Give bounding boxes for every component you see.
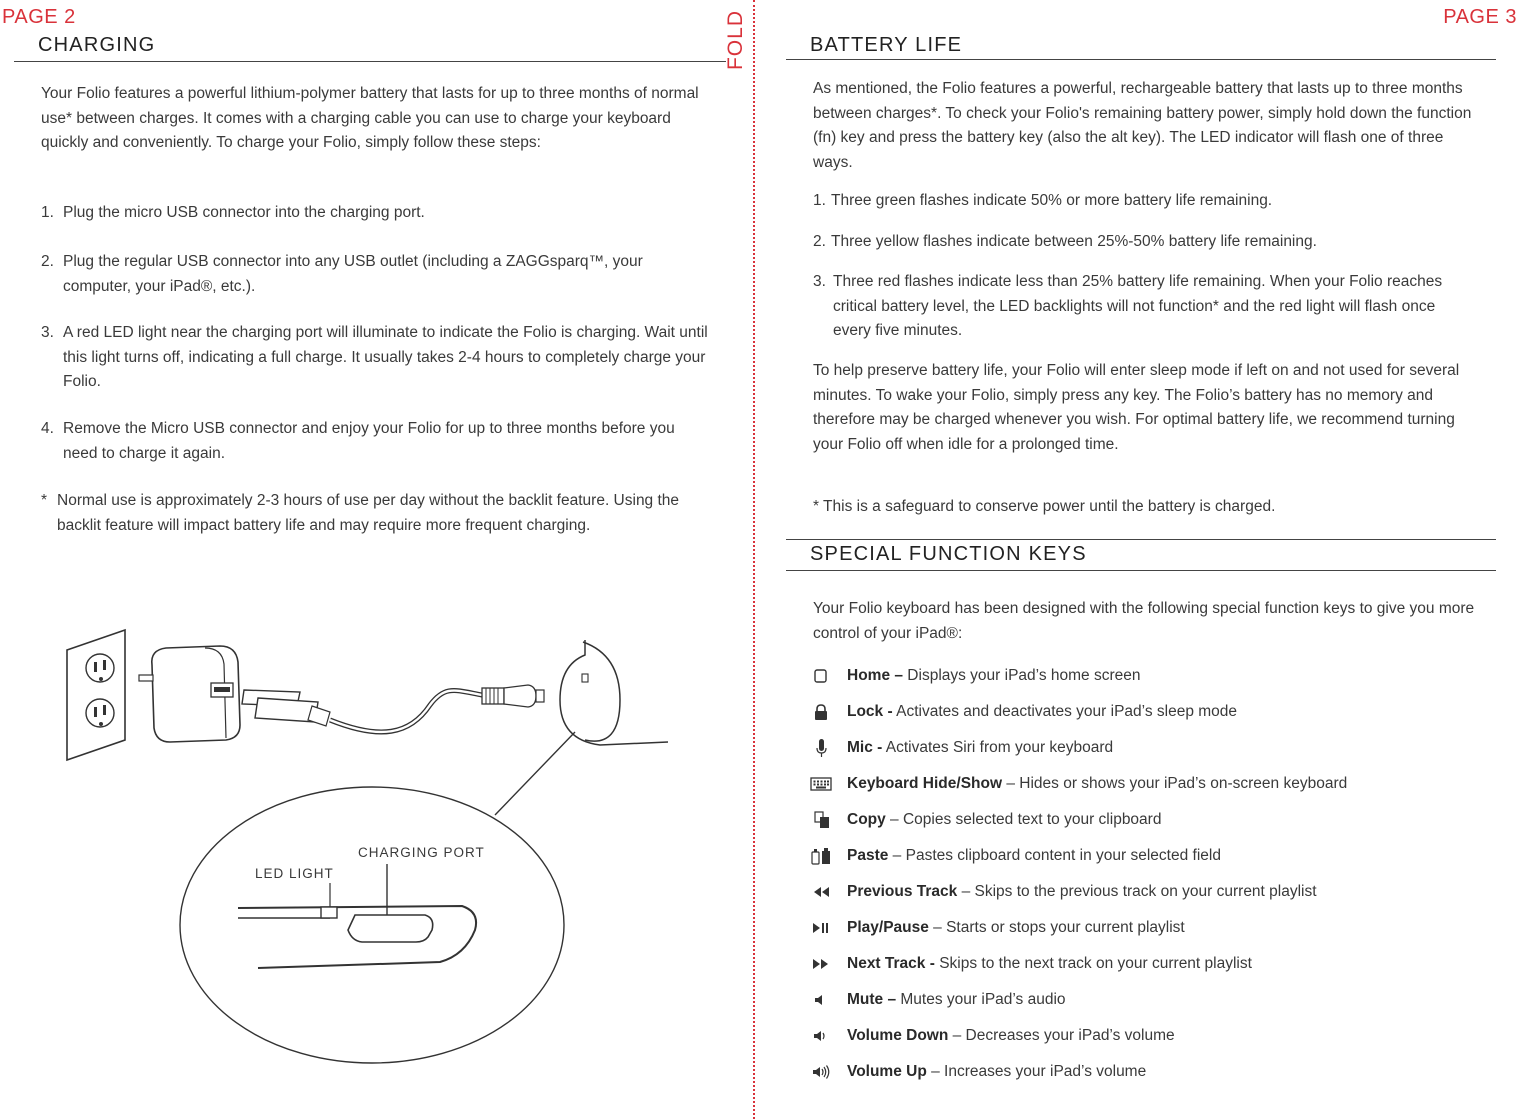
key-description: Activates and deactivates your iPad’s sleep mode — [892, 703, 1238, 720]
key-name: Keyboard Hide/Show — [847, 775, 1003, 792]
step-number: 3. — [813, 273, 826, 290]
step-number: 3. — [41, 324, 54, 341]
step-text: Three red flashes indicate less than 25% battery life remaining. When your Folio reaches critical battery level, the LED backlights will not function* and the red light will flash once every five minutes. — [833, 273, 1443, 340]
mute-icon — [810, 991, 832, 1009]
charging-intro: Your Folio features a powerful lithium-polymer battery that lasts for up to three months of normal use* between charges. It comes with a charging cable you can use to charge your keyboard quickly and conveniently. To charge your Folio, simply follow these steps: — [41, 85, 699, 152]
key-name: Volume Down — [847, 1027, 949, 1044]
step-text: Plug the micro USB connector into the charging port. — [63, 204, 425, 221]
key-description: – Increases your iPad’s volume — [926, 1063, 1147, 1080]
charging-step-1 — [41, 201, 701, 226]
step-number: 1. — [813, 192, 826, 209]
copy-key-icon — [810, 811, 832, 829]
step-text: A red LED light near the charging port will illuminate to indicate the Folio is charging. Wait until this light turns off, indicating a full charge. It usually takes 2-4 hours to completely charge your Folio. — [63, 324, 708, 391]
key-name: Play/Pause — [847, 919, 929, 936]
key-description: – Hides or shows your iPad’s on-screen keyboard — [1002, 775, 1348, 792]
led-light-indicator — [321, 907, 337, 918]
home-key-icon — [810, 667, 832, 685]
step-number: 2. — [813, 233, 826, 250]
fold-label: FOLD — [724, 10, 747, 71]
charging-step-4 — [41, 417, 691, 466]
step-text: Three yellow flashes indicate between 25%-50% battery life remaining. — [831, 233, 1317, 250]
step-number: 2. — [41, 253, 54, 270]
battery-heading-rule — [786, 59, 1496, 60]
charging-heading: CHARGING — [38, 34, 156, 56]
charging-illustration — [60, 620, 690, 1100]
keyboard-key-icon — [810, 775, 832, 793]
keys-intro: Your Folio keyboard has been designed with the following special function keys to give you more control of your iPad®: — [813, 600, 1475, 642]
battery-step-3 — [813, 270, 1453, 344]
keys-heading-rule — [786, 570, 1496, 571]
key-name: Copy — [847, 811, 886, 828]
charging-heading-rule — [14, 61, 726, 62]
footnote-marker: * — [41, 492, 48, 509]
charging-port-shape — [348, 915, 433, 942]
step-number: 4. — [41, 420, 54, 437]
step-text: Three green flashes indicate 50% or more battery life remaining. — [831, 192, 1273, 209]
mic-key-icon — [810, 739, 832, 757]
footnote-text: Normal use is approximately 2-3 hours of use per day without the backlit feature. Using the backlit feature will impact battery life and may require more frequent charging. — [57, 492, 680, 534]
charging-footnote — [41, 489, 709, 538]
charging-step-2 — [41, 250, 661, 299]
key-name: Previous Track — [847, 883, 958, 900]
micro-usb-connector-icon — [482, 685, 544, 707]
wall-outlet-icon — [67, 630, 125, 760]
lock-key-icon — [810, 703, 832, 721]
step-number: 1. — [41, 204, 54, 221]
key-description: Activates Siri from your keyboard — [882, 739, 1114, 756]
battery-paragraph: To help preserve battery life, your Folio will enter sleep mode if left on and not used for several minutes. To wake your Folio, simply press any key. The Folio’s battery has no memory and therefore may be charged whenever you wish. For optimal battery life, we recommend turning your Folio off when idle for a prolonged time. — [813, 362, 1460, 453]
folio-edge-icon — [560, 640, 668, 745]
battery-life-heading: BATTERY LIFE — [810, 34, 963, 56]
key-name: Volume Up — [847, 1063, 927, 1080]
key-name: Paste — [847, 847, 889, 864]
next-track-icon — [810, 955, 832, 973]
key-description: Mutes your iPad’s audio — [896, 991, 1066, 1008]
battery-step-2 — [813, 230, 1483, 255]
battery-step-1 — [813, 189, 1483, 214]
key-name: Next Track - — [847, 955, 935, 972]
fold-line — [753, 0, 755, 1119]
battery-footnote: * This is a safeguard to conserve power until the battery is charged. — [813, 498, 1276, 515]
key-description: – Skips to the previous track on your current playlist — [957, 883, 1317, 900]
key-description: – Starts or stops your current playlist — [928, 919, 1185, 936]
usb-power-adapter-icon — [139, 646, 240, 742]
play-pause-icon — [810, 919, 832, 937]
step-text: Plug the regular USB connector into any USB outlet (including a ZAGGsparq™, your computer, your iPad®, etc.). — [63, 253, 643, 295]
volume-down-icon — [810, 1027, 832, 1045]
special-keys-heading: SPECIAL FUNCTION KEYS — [810, 543, 1087, 565]
key-name: Home – — [847, 667, 903, 684]
led-light-label: LED LIGHT — [255, 866, 334, 881]
key-name: Lock - — [847, 703, 893, 720]
key-name: Mute – — [847, 991, 897, 1008]
page-number-left: PAGE 2 — [2, 6, 76, 28]
key-description: – Copies selected text to your clipboard — [885, 811, 1162, 828]
keys-heading-rule-top — [786, 539, 1496, 540]
paste-key-icon — [810, 847, 832, 865]
battery-intro: As mentioned, the Folio features a powerful, rechargeable battery that lasts up to three months between charges*. To check your Folio's remaining battery power, simply hold down the function (fn) key and press the battery key (also the alt key). The LED indicator will flash one of three ways. — [813, 80, 1472, 171]
usb-plug-icon — [242, 690, 330, 726]
charging-step-3 — [41, 321, 711, 395]
step-text: Remove the Micro USB connector and enjoy your Folio for up to three months before you need to charge it again. — [63, 420, 675, 462]
key-description: – Decreases your iPad’s volume — [948, 1027, 1175, 1044]
key-name: Mic - — [847, 739, 883, 756]
previous-track-icon — [810, 883, 832, 901]
key-description: Skips to the next track on your current playlist — [934, 955, 1252, 972]
key-description: – Pastes clipboard content in your selected field — [888, 847, 1221, 864]
volume-up-icon — [810, 1063, 832, 1081]
charging-port-label: CHARGING PORT — [358, 845, 485, 860]
page-number-right: PAGE 3 — [1443, 6, 1517, 28]
key-description: Displays your iPad’s home screen — [903, 667, 1141, 684]
